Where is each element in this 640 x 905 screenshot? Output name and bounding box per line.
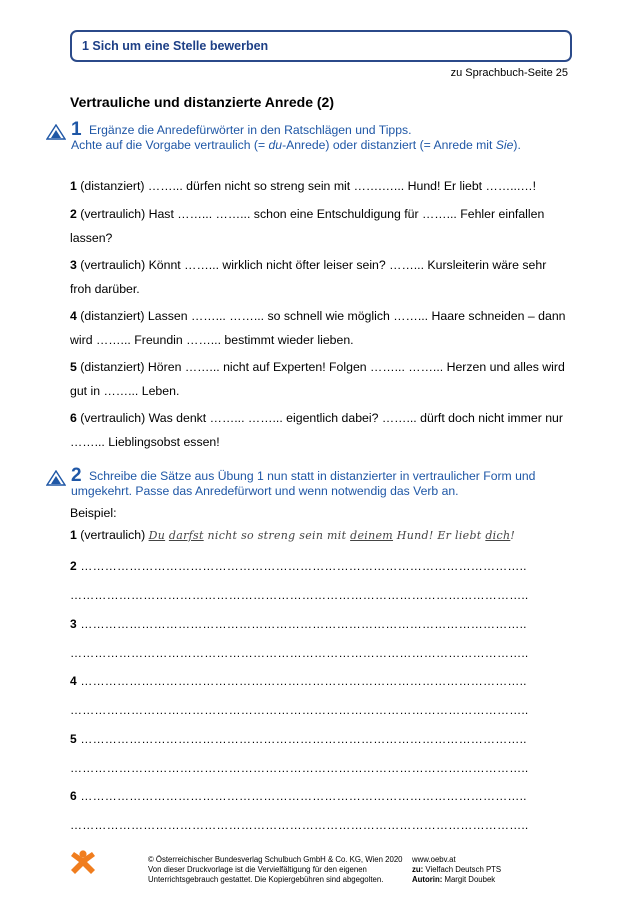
task-item [70,202,570,250]
exercise-1-instruction-2c: ). [513,138,521,152]
exercise-2-instruction-2: umgekehrt. Passe das Anredefürwort und wenn notwendig das Verb an. [71,484,459,498]
exercise-1-instruction-1: Ergänze die Anredefürwörter in den Ratschlägen und Tipps. [88,123,412,137]
task-text: (distanziert) Hören ……... nicht auf Experten! Folgen ……... ……... Herzen und alles wird gut in ……... Leben. [70,360,565,398]
task-number: 2 [70,207,77,221]
answer-line[interactable]: ………………………………………………………………………………………………….. [70,588,529,602]
task-item [70,304,570,352]
task-number: 6 [70,411,77,425]
task-text: (vertraulich) Könnt ……... wirklich nicht öfter leiser sein? ……... Kursleiterin wäre sehr froh darüber. [70,258,547,296]
example-label: Beispiel: [70,506,117,520]
task-number: 5 [70,360,77,374]
chapter-header [70,30,572,62]
exercise-1-instruction-2a: Achte auf die Vorgabe vertraulich (= [71,138,269,152]
task-number: 1 [70,179,77,193]
task-item [70,355,570,403]
task-text: (vertraulich) Was denkt ……... ……... eigentlich dabei? ……... dürft doch nicht immer nur ……... Lieblingsobst essen! [70,411,563,449]
level-triangle-icon [46,470,66,486]
task-text: (distanziert) Lassen ……... ……... so schnell wie möglich ……... Haare schneiden – dann wird ……... Freundin ……... bestimmt wieder lieben. [70,309,566,347]
answer-line[interactable]: 2 ……………………………………………………………………………………………….. [70,559,527,573]
footer-info: www.oebv.at zu: Vielfach Deutsch PTS Autorin: Margit Doubek [412,855,502,884]
example-word: deinem [350,529,394,542]
exercise-1-em-sie: Sie [495,138,514,152]
example-prefix: (vertraulich) [76,528,149,542]
task-item [70,174,570,198]
example-number: 1 [70,528,77,542]
exercise-1-instruction-2b: -Anrede) oder distanziert (= Anrede mit [282,138,496,152]
footer-copyright: © Österreichischer Bundesverlag Schulbuch GmbH & Co. KG, Wien 2020 Von dieser Druckvorlage ist die Vervielfältigung für den eigenen Unterrichtsgebrauch gestattet. Die Kopiergebühren sind abgegolten. [148,855,403,884]
answer-line[interactable]: 4 ……………………………………………………………………………………………….. [70,674,527,688]
answer-line[interactable]: ………………………………………………………………………………………………….. [70,818,529,832]
task-item [70,253,570,301]
task-number: 3 [70,258,77,272]
task-text: (distanziert) ……... dürfen nicht so streng sein mit …….…... Hund! Er liebt ……...…! [76,179,537,193]
exercise-2-instruction-1: Schreibe die Sätze aus Übung 1 nun statt in distanzierter in vertraulicher Form und [88,469,536,483]
footer-website-link[interactable]: www.oebv.at [412,855,456,864]
exercise-2-number: 2 [71,465,82,486]
task-number: 4 [70,309,77,323]
example-word: Du [148,529,166,542]
example-sentence [70,528,515,542]
page-reference: zu Sprachbuch-Seite 25 [450,67,568,79]
example-word: darfst [168,529,204,542]
answer-line[interactable]: ………………………………………………………………………………………………….. [70,761,529,775]
exercise-1-em-du: du [268,138,283,152]
level-triangle-icon [46,124,66,140]
task-text: (vertraulich) Hast ……... ……... schon eine Entschuldigung für ……... Fehler einfallen lassen? [70,207,545,245]
answer-line[interactable]: 5 ……………………………………………………………………………………………….. [70,732,527,746]
task-item [70,406,570,454]
exercise-1-number: 1 [71,119,82,140]
answer-line[interactable]: 3 ……………………………………………………………………………………………….. [70,617,527,631]
answer-line[interactable]: ………………………………………………………………………………………………….. [70,646,529,660]
example-handwriting: Du darfst nicht so streng sein mit deinem Hund! Er liebt dich! [148,529,516,542]
chapter-title: 1 Sich um eine Stelle bewerben [82,39,269,53]
worksheet-title: Vertrauliche und distanzierte Anrede (2) [70,94,334,110]
answer-line[interactable]: ………………………………………………………………………………………………….. [70,703,529,717]
publisher-logo-icon [68,848,98,878]
example-word: dich [485,529,511,542]
answer-line[interactable]: 6 ……………………………………………………………………………………………….. [70,789,527,803]
